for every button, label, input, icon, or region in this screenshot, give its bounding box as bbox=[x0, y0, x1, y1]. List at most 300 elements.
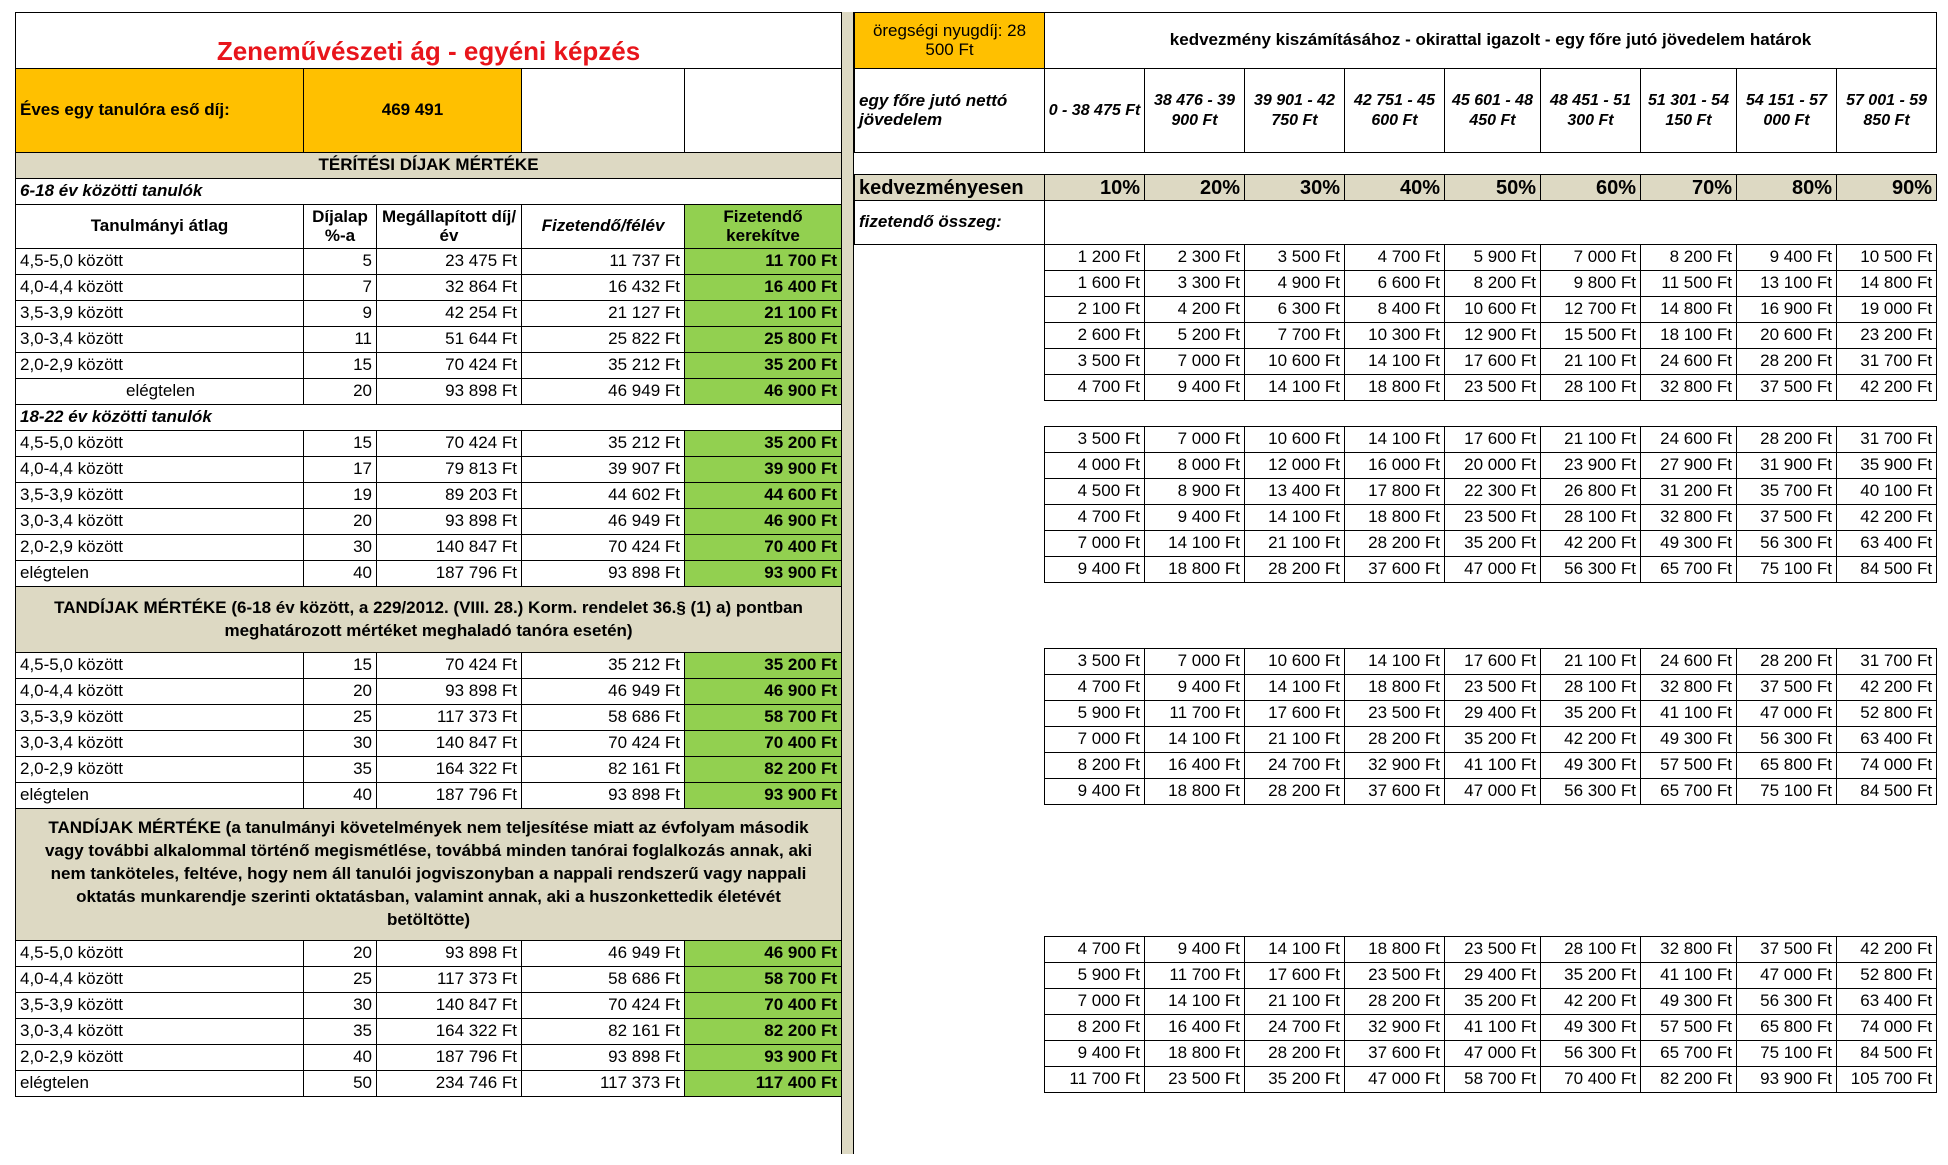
payable-cell: 4 700 Ft bbox=[1045, 375, 1145, 401]
payable-cell: 5 900 Ft bbox=[1045, 701, 1145, 727]
rounded-cell: 82 200 Ft bbox=[685, 757, 842, 783]
payable-cell: 52 800 Ft bbox=[1837, 701, 1937, 727]
table-row bbox=[855, 753, 1937, 779]
table-row bbox=[16, 353, 842, 379]
payable-cell: 23 500 Ft bbox=[1145, 1067, 1245, 1093]
payable-cell: 10 600 Ft bbox=[1245, 427, 1345, 453]
payable-cell: 2 600 Ft bbox=[1045, 323, 1145, 349]
semester-cell: 46 949 Ft bbox=[522, 679, 685, 705]
payable-cell: 21 100 Ft bbox=[1245, 531, 1345, 557]
payable-cell: 42 200 Ft bbox=[1541, 989, 1641, 1015]
payable-cell: 65 700 Ft bbox=[1641, 779, 1737, 805]
semester-cell: 35 212 Ft bbox=[522, 431, 685, 457]
payable-cell: 10 600 Ft bbox=[1245, 649, 1345, 675]
semester-cell: 58 686 Ft bbox=[522, 967, 685, 993]
payable-cell: 5 900 Ft bbox=[1445, 245, 1541, 271]
payable-cell: 8 200 Ft bbox=[1045, 753, 1145, 779]
payable-cell: 7 000 Ft bbox=[1145, 427, 1245, 453]
payable-cell: 23 500 Ft bbox=[1445, 937, 1541, 963]
rate-cell: 40 bbox=[304, 1045, 377, 1071]
group-title-18-22: 18-22 év közötti tanulók bbox=[16, 405, 842, 431]
rounded-cell: 11 700 Ft bbox=[685, 249, 842, 275]
avg-cell: 3,5-3,9 között bbox=[16, 705, 304, 731]
payable-cell: 28 100 Ft bbox=[1541, 375, 1641, 401]
payable-cell: 18 800 Ft bbox=[1145, 779, 1245, 805]
avg-cell: 4,0-4,4 között bbox=[16, 457, 304, 483]
avg-cell: 2,0-2,9 között bbox=[16, 1045, 304, 1071]
payable-cell: 28 200 Ft bbox=[1737, 349, 1837, 375]
payable-cell: 35 700 Ft bbox=[1737, 479, 1837, 505]
table-row bbox=[16, 379, 842, 405]
fee-cell: 51 644 Ft bbox=[377, 327, 522, 353]
payable-cell: 24 700 Ft bbox=[1245, 753, 1345, 779]
payable-cell: 14 100 Ft bbox=[1345, 349, 1445, 375]
payable-cell: 42 200 Ft bbox=[1541, 727, 1641, 753]
percent-cell: 30% bbox=[1245, 175, 1345, 201]
avg-cell: 2,0-2,9 között bbox=[16, 353, 304, 379]
table-row bbox=[855, 1067, 1937, 1093]
fee-cell: 70 424 Ft bbox=[377, 653, 522, 679]
payable-cell: 9 400 Ft bbox=[1045, 557, 1145, 583]
payable-cell: 20 000 Ft bbox=[1445, 453, 1541, 479]
payable-cell: 41 100 Ft bbox=[1445, 1015, 1541, 1041]
payable-cell: 14 100 Ft bbox=[1345, 649, 1445, 675]
payable-cell: 9 400 Ft bbox=[1045, 779, 1145, 805]
payable-cell: 35 200 Ft bbox=[1445, 531, 1541, 557]
payable-cell: 47 000 Ft bbox=[1445, 557, 1541, 583]
section-title-tuition-2: TANDÍJAK MÉRTÉKE (a tanulmányi követelmények nem teljesítése miatt az évfolyam második vagy további alkalommal történő megismétlése, továbbá minden tanórai foglalkozás annak, aki nem tanköteles, feltéve, hogy nem áll tanulói jogviszonyban a nappali rendszerű vagy nappali oktatás munkarendje szerinti oktatásban, valamint annak, aki a huszonkettedik életévét betöltötte) bbox=[16, 809, 842, 941]
rate-cell: 20 bbox=[304, 941, 377, 967]
table-row bbox=[855, 271, 1937, 297]
payable-cell: 21 100 Ft bbox=[1541, 649, 1641, 675]
annual-fee-label: Éves egy tanulóra eső díj: bbox=[16, 69, 304, 153]
table-row bbox=[16, 1019, 842, 1045]
payable-cell: 58 700 Ft bbox=[1445, 1067, 1541, 1093]
payable-cell: 27 900 Ft bbox=[1641, 453, 1737, 479]
fee-cell: 93 898 Ft bbox=[377, 509, 522, 535]
payable-cell: 8 200 Ft bbox=[1445, 271, 1541, 297]
payable-cell: 23 500 Ft bbox=[1345, 963, 1445, 989]
avg-cell: 3,5-3,9 között bbox=[16, 301, 304, 327]
table-row bbox=[16, 561, 842, 587]
annual-fee-value: 469 491 bbox=[304, 69, 522, 153]
payable-cell: 10 300 Ft bbox=[1345, 323, 1445, 349]
payable-cell: 42 200 Ft bbox=[1837, 937, 1937, 963]
payable-cell: 37 600 Ft bbox=[1345, 779, 1445, 805]
payable-cell: 14 100 Ft bbox=[1245, 505, 1345, 531]
rate-cell: 30 bbox=[304, 535, 377, 561]
table-row bbox=[855, 297, 1937, 323]
fee-cell: 70 424 Ft bbox=[377, 353, 522, 379]
table-row bbox=[855, 779, 1937, 805]
payable-cell: 49 300 Ft bbox=[1641, 989, 1737, 1015]
fee-cell: 140 847 Ft bbox=[377, 731, 522, 757]
payable-cell: 21 100 Ft bbox=[1541, 427, 1641, 453]
payable-cell: 41 100 Ft bbox=[1445, 753, 1541, 779]
payable-cell: 28 200 Ft bbox=[1737, 649, 1837, 675]
payable-cell: 28 200 Ft bbox=[1345, 727, 1445, 753]
fee-cell: 89 203 Ft bbox=[377, 483, 522, 509]
percent-cell: 80% bbox=[1737, 175, 1837, 201]
payable-cell: 28 100 Ft bbox=[1541, 675, 1641, 701]
income-label: egy főre jutó nettó jövedelem bbox=[855, 69, 1045, 153]
semester-cell: 58 686 Ft bbox=[522, 705, 685, 731]
avg-cell: 2,0-2,9 között bbox=[16, 757, 304, 783]
payable-cell: 28 100 Ft bbox=[1541, 505, 1641, 531]
rate-cell: 11 bbox=[304, 327, 377, 353]
table-row bbox=[855, 245, 1937, 271]
col-header-avg: Tanulmányi átlag bbox=[16, 205, 304, 249]
table-row bbox=[16, 535, 842, 561]
payable-cell: 4 900 Ft bbox=[1245, 271, 1345, 297]
empty-cell bbox=[855, 753, 1045, 779]
table-row bbox=[855, 453, 1937, 479]
payable-cell: 31 900 Ft bbox=[1737, 453, 1837, 479]
payable-cell: 75 100 Ft bbox=[1737, 557, 1837, 583]
fee-cell: 117 373 Ft bbox=[377, 967, 522, 993]
payable-cell: 32 900 Ft bbox=[1345, 753, 1445, 779]
payable-cell: 14 100 Ft bbox=[1245, 675, 1345, 701]
payable-cell: 47 000 Ft bbox=[1445, 779, 1541, 805]
rate-cell: 5 bbox=[304, 249, 377, 275]
table-row bbox=[855, 349, 1937, 375]
rounded-cell: 70 400 Ft bbox=[685, 731, 842, 757]
payable-cell: 4 700 Ft bbox=[1045, 675, 1145, 701]
table-row bbox=[16, 249, 842, 275]
empty-cell bbox=[855, 245, 1045, 271]
table-row bbox=[855, 323, 1937, 349]
payable-cell: 23 500 Ft bbox=[1445, 375, 1541, 401]
payable-cell: 18 800 Ft bbox=[1145, 1041, 1245, 1067]
payable-cell: 28 200 Ft bbox=[1245, 779, 1345, 805]
percent-cell: 20% bbox=[1145, 175, 1245, 201]
range-header: 39 901 - 42 750 Ft bbox=[1245, 69, 1345, 153]
rate-cell: 35 bbox=[304, 757, 377, 783]
rounded-cell: 58 700 Ft bbox=[685, 967, 842, 993]
rate-cell: 9 bbox=[304, 301, 377, 327]
rounded-cell: 35 200 Ft bbox=[685, 353, 842, 379]
empty-cell bbox=[855, 779, 1045, 805]
table-row bbox=[16, 731, 842, 757]
income-header-title: kedvezmény kiszámításához - okirattal igazolt - egy főre jutó jövedelem határok bbox=[1045, 13, 1937, 69]
fee-cell: 70 424 Ft bbox=[377, 431, 522, 457]
payable-cell: 18 800 Ft bbox=[1345, 937, 1445, 963]
range-header: 38 476 - 39 900 Ft bbox=[1145, 69, 1245, 153]
payable-cell: 14 100 Ft bbox=[1345, 427, 1445, 453]
table-row bbox=[16, 483, 842, 509]
payable-cell: 3 500 Ft bbox=[1245, 245, 1345, 271]
percent-cell: 40% bbox=[1345, 175, 1445, 201]
semester-cell: 117 373 Ft bbox=[522, 1071, 685, 1097]
payable-cell: 18 800 Ft bbox=[1145, 557, 1245, 583]
payable-cell: 28 200 Ft bbox=[1737, 427, 1837, 453]
rate-cell: 25 bbox=[304, 967, 377, 993]
rounded-cell: 58 700 Ft bbox=[685, 705, 842, 731]
table-row bbox=[16, 967, 842, 993]
table-row bbox=[855, 727, 1937, 753]
table-row bbox=[855, 937, 1937, 963]
payable-cell: 7 700 Ft bbox=[1245, 323, 1345, 349]
rounded-cell: 21 100 Ft bbox=[685, 301, 842, 327]
payable-cell: 8 000 Ft bbox=[1145, 453, 1245, 479]
payable-cell: 3 500 Ft bbox=[1045, 427, 1145, 453]
payable-cell: 9 800 Ft bbox=[1541, 271, 1641, 297]
payable-cell: 6 600 Ft bbox=[1345, 271, 1445, 297]
payable-cell: 12 000 Ft bbox=[1245, 453, 1345, 479]
payable-cell: 14 100 Ft bbox=[1145, 989, 1245, 1015]
avg-cell: 3,0-3,4 között bbox=[16, 731, 304, 757]
payable-cell: 14 800 Ft bbox=[1837, 271, 1937, 297]
empty-cell bbox=[855, 727, 1045, 753]
payable-cell: 74 000 Ft bbox=[1837, 753, 1937, 779]
table-row bbox=[16, 301, 842, 327]
semester-cell: 82 161 Ft bbox=[522, 757, 685, 783]
fee-cell: 32 864 Ft bbox=[377, 275, 522, 301]
avg-cell: 2,0-2,9 között bbox=[16, 535, 304, 561]
payable-cell: 7 000 Ft bbox=[1045, 727, 1145, 753]
payable-cell: 4 500 Ft bbox=[1045, 479, 1145, 505]
payable-cell: 35 200 Ft bbox=[1541, 701, 1641, 727]
payable-cell: 3 300 Ft bbox=[1145, 271, 1245, 297]
table-row bbox=[16, 679, 842, 705]
rate-cell: 40 bbox=[304, 561, 377, 587]
semester-cell: 35 212 Ft bbox=[522, 653, 685, 679]
rate-cell: 20 bbox=[304, 379, 377, 405]
fee-cell: 234 746 Ft bbox=[377, 1071, 522, 1097]
payable-cell: 16 400 Ft bbox=[1145, 1015, 1245, 1041]
rounded-cell: 46 900 Ft bbox=[685, 509, 842, 535]
payable-cell: 10 600 Ft bbox=[1245, 349, 1345, 375]
payable-cell: 8 200 Ft bbox=[1641, 245, 1737, 271]
payable-cell: 42 200 Ft bbox=[1541, 531, 1641, 557]
payable-cell: 1 600 Ft bbox=[1045, 271, 1145, 297]
payable-cell: 31 700 Ft bbox=[1837, 349, 1937, 375]
payable-cell: 35 200 Ft bbox=[1541, 963, 1641, 989]
pension-note: öregségi nyugdíj: 28 500 Ft bbox=[855, 13, 1045, 69]
payable-cell: 63 400 Ft bbox=[1837, 531, 1937, 557]
rate-cell: 15 bbox=[304, 353, 377, 379]
payable-cell: 11 500 Ft bbox=[1641, 271, 1737, 297]
payable-cell: 6 300 Ft bbox=[1245, 297, 1345, 323]
empty-cell bbox=[855, 349, 1045, 375]
payable-cell: 4 700 Ft bbox=[1045, 505, 1145, 531]
page-title: Zeneművészeti ág - egyéni képzés bbox=[16, 13, 842, 69]
table-row bbox=[855, 479, 1937, 505]
payable-cell: 65 800 Ft bbox=[1737, 753, 1837, 779]
avg-cell: 4,5-5,0 között bbox=[16, 941, 304, 967]
rate-cell: 20 bbox=[304, 679, 377, 705]
empty-cell bbox=[855, 675, 1045, 701]
payable-cell: 37 500 Ft bbox=[1737, 375, 1837, 401]
payable-cell: 84 500 Ft bbox=[1837, 779, 1937, 805]
table-row bbox=[16, 431, 842, 457]
payable-cell: 21 100 Ft bbox=[1541, 349, 1641, 375]
range-header: 54 151 - 57 000 Ft bbox=[1737, 69, 1837, 153]
rounded-cell: 70 400 Ft bbox=[685, 535, 842, 561]
avg-cell: 3,0-3,4 között bbox=[16, 509, 304, 535]
payable-cell: 13 100 Ft bbox=[1737, 271, 1837, 297]
range-header: 0 - 38 475 Ft bbox=[1045, 69, 1145, 153]
rate-cell: 20 bbox=[304, 509, 377, 535]
fee-cell: 93 898 Ft bbox=[377, 679, 522, 705]
payable-cell: 9 400 Ft bbox=[1737, 245, 1837, 271]
avg-cell: 4,5-5,0 között bbox=[16, 249, 304, 275]
payable-cell: 56 300 Ft bbox=[1541, 1041, 1641, 1067]
payable-cell: 5 200 Ft bbox=[1145, 323, 1245, 349]
rate-cell: 19 bbox=[304, 483, 377, 509]
semester-cell: 46 949 Ft bbox=[522, 509, 685, 535]
payable-cell: 17 600 Ft bbox=[1445, 349, 1541, 375]
rounded-cell: 16 400 Ft bbox=[685, 275, 842, 301]
payable-cell: 10 600 Ft bbox=[1445, 297, 1541, 323]
empty-cell bbox=[855, 1067, 1045, 1093]
rounded-cell: 46 900 Ft bbox=[685, 379, 842, 405]
payable-cell: 4 700 Ft bbox=[1345, 245, 1445, 271]
table-row bbox=[16, 757, 842, 783]
semester-cell: 46 949 Ft bbox=[522, 941, 685, 967]
table-row bbox=[16, 1045, 842, 1071]
payable-cell: 26 800 Ft bbox=[1541, 479, 1641, 505]
table-row bbox=[855, 649, 1937, 675]
payable-cell: 41 100 Ft bbox=[1641, 963, 1737, 989]
table-row bbox=[855, 375, 1937, 401]
rate-cell: 40 bbox=[304, 783, 377, 809]
empty-cell bbox=[855, 989, 1045, 1015]
fee-cell: 117 373 Ft bbox=[377, 705, 522, 731]
payable-cell: 32 800 Ft bbox=[1641, 505, 1737, 531]
payable-cell: 29 400 Ft bbox=[1445, 701, 1541, 727]
payable-cell: 4 700 Ft bbox=[1045, 937, 1145, 963]
fee-cell: 23 475 Ft bbox=[377, 249, 522, 275]
empty-cell bbox=[855, 1015, 1045, 1041]
avg-cell: elégtelen bbox=[16, 379, 304, 405]
avg-cell: 3,0-3,4 között bbox=[16, 1019, 304, 1045]
semester-cell: 21 127 Ft bbox=[522, 301, 685, 327]
payable-cell: 19 000 Ft bbox=[1837, 297, 1937, 323]
empty-cell bbox=[855, 963, 1045, 989]
payable-cell: 22 300 Ft bbox=[1445, 479, 1541, 505]
payable-cell: 57 500 Ft bbox=[1641, 753, 1737, 779]
empty-cell bbox=[855, 531, 1045, 557]
payable-cell: 31 700 Ft bbox=[1837, 649, 1937, 675]
payable-cell: 17 600 Ft bbox=[1245, 701, 1345, 727]
avg-cell: elégtelen bbox=[16, 561, 304, 587]
rounded-cell: 35 200 Ft bbox=[685, 431, 842, 457]
empty-cell bbox=[855, 375, 1045, 401]
payable-cell: 24 600 Ft bbox=[1641, 349, 1737, 375]
payable-cell: 35 200 Ft bbox=[1445, 989, 1541, 1015]
semester-cell: 39 907 Ft bbox=[522, 457, 685, 483]
range-header: 51 301 - 54 150 Ft bbox=[1641, 69, 1737, 153]
payable-cell: 14 100 Ft bbox=[1245, 375, 1345, 401]
payable-cell: 47 000 Ft bbox=[1737, 701, 1837, 727]
payable-cell: 13 400 Ft bbox=[1245, 479, 1345, 505]
rounded-cell: 44 600 Ft bbox=[685, 483, 842, 509]
payable-cell: 42 200 Ft bbox=[1837, 505, 1937, 531]
payable-cell: 84 500 Ft bbox=[1837, 1041, 1937, 1067]
payable-cell: 74 000 Ft bbox=[1837, 1015, 1937, 1041]
semester-cell: 46 949 Ft bbox=[522, 379, 685, 405]
rate-cell: 25 bbox=[304, 705, 377, 731]
rounded-cell: 93 900 Ft bbox=[685, 561, 842, 587]
avg-cell: 4,0-4,4 között bbox=[16, 967, 304, 993]
payable-cell: 14 100 Ft bbox=[1145, 727, 1245, 753]
payable-cell: 21 100 Ft bbox=[1245, 727, 1345, 753]
payable-cell: 23 500 Ft bbox=[1445, 675, 1541, 701]
payable-cell: 14 100 Ft bbox=[1245, 937, 1345, 963]
rate-cell: 50 bbox=[304, 1071, 377, 1097]
payable-cell: 16 400 Ft bbox=[1145, 753, 1245, 779]
table-row bbox=[16, 783, 842, 809]
semester-cell: 93 898 Ft bbox=[522, 783, 685, 809]
payable-cell: 28 100 Ft bbox=[1541, 937, 1641, 963]
rate-cell: 7 bbox=[304, 275, 377, 301]
payable-cell: 37 600 Ft bbox=[1345, 557, 1445, 583]
rounded-cell: 82 200 Ft bbox=[685, 1019, 842, 1045]
semester-cell: 93 898 Ft bbox=[522, 1045, 685, 1071]
payable-cell: 9 400 Ft bbox=[1145, 505, 1245, 531]
payable-cell: 24 600 Ft bbox=[1641, 649, 1737, 675]
payable-cell: 7 000 Ft bbox=[1145, 349, 1245, 375]
fee-table bbox=[15, 12, 842, 1097]
discount-label: kedvezményesen bbox=[855, 175, 1045, 201]
rounded-cell: 39 900 Ft bbox=[685, 457, 842, 483]
payable-cell: 65 700 Ft bbox=[1641, 1041, 1737, 1067]
empty-cell bbox=[855, 427, 1045, 453]
rounded-cell: 25 800 Ft bbox=[685, 327, 842, 353]
rounded-cell: 93 900 Ft bbox=[685, 1045, 842, 1071]
avg-cell: 3,5-3,9 között bbox=[16, 993, 304, 1019]
table-row bbox=[855, 531, 1937, 557]
avg-cell: elégtelen bbox=[16, 1071, 304, 1097]
empty-cell bbox=[855, 479, 1045, 505]
payable-cell: 11 700 Ft bbox=[1145, 963, 1245, 989]
payable-cell: 56 300 Ft bbox=[1737, 727, 1837, 753]
table-row bbox=[855, 675, 1937, 701]
payable-cell: 17 600 Ft bbox=[1445, 649, 1541, 675]
payable-cell: 70 400 Ft bbox=[1541, 1067, 1641, 1093]
avg-cell: 3,5-3,9 között bbox=[16, 483, 304, 509]
payable-cell: 2 300 Ft bbox=[1145, 245, 1245, 271]
rate-cell: 15 bbox=[304, 431, 377, 457]
col-header-semester: Fizetendő/félév bbox=[522, 205, 685, 249]
payable-cell: 37 500 Ft bbox=[1737, 937, 1837, 963]
table-row bbox=[16, 705, 842, 731]
table-row bbox=[16, 941, 842, 967]
payable-cell: 37 500 Ft bbox=[1737, 505, 1837, 531]
avg-cell: 4,5-5,0 között bbox=[16, 653, 304, 679]
section-title-tuition-1: TANDÍJAK MÉRTÉKE (6-18 év között, a 229/2012. (VIII. 28.) Korm. rendelet 36.§ (1) a) pontban meghatározott mértéket meghaladó tanóra esetén) bbox=[16, 587, 842, 653]
fee-cell: 140 847 Ft bbox=[377, 535, 522, 561]
payable-cell: 18 800 Ft bbox=[1345, 675, 1445, 701]
table-row bbox=[16, 327, 842, 353]
payable-cell: 23 200 Ft bbox=[1837, 323, 1937, 349]
payable-cell: 47 000 Ft bbox=[1445, 1041, 1541, 1067]
table-row bbox=[855, 427, 1937, 453]
payable-cell: 49 300 Ft bbox=[1641, 727, 1737, 753]
payable-cell: 31 200 Ft bbox=[1641, 479, 1737, 505]
payable-cell: 18 100 Ft bbox=[1641, 323, 1737, 349]
payable-cell: 23 900 Ft bbox=[1541, 453, 1641, 479]
empty-cell bbox=[1045, 201, 1937, 245]
empty-cell bbox=[855, 557, 1045, 583]
payable-cell: 57 500 Ft bbox=[1641, 1015, 1737, 1041]
payable-cell: 42 200 Ft bbox=[1837, 675, 1937, 701]
payable-cell: 11 700 Ft bbox=[1145, 701, 1245, 727]
payable-cell: 16 000 Ft bbox=[1345, 453, 1445, 479]
payable-cell: 8 900 Ft bbox=[1145, 479, 1245, 505]
payable-cell: 35 200 Ft bbox=[1245, 1067, 1345, 1093]
